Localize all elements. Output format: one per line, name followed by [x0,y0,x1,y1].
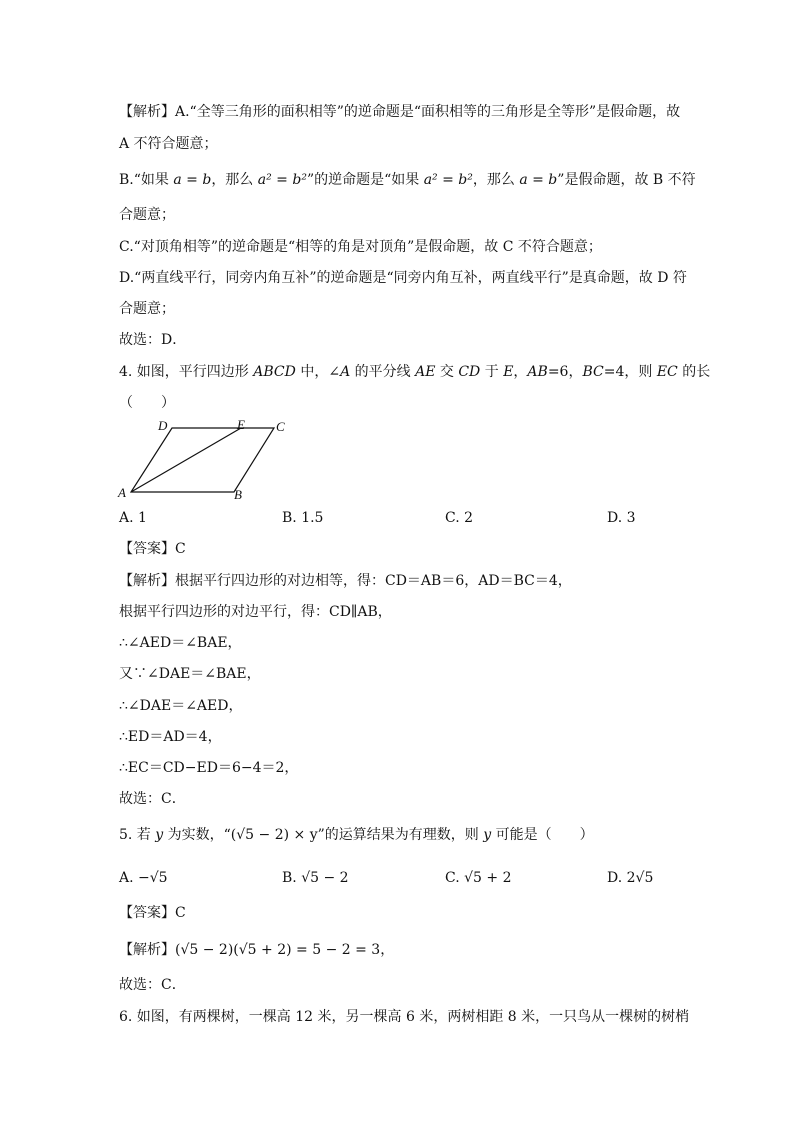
q4-option-b: B. 1.5 [282,510,324,526]
text: ”的运算结果为有理数，则 [317,827,484,843]
q5-analysis [119,940,394,960]
q4-option-d: D. 3 [607,510,636,526]
math-var: BC [582,364,604,380]
q4-analysis-7: ∴EC＝CD−ED＝6−4＝2， [119,760,299,776]
q4-option-a: A. 1 [119,510,147,526]
math-var: y [483,827,492,843]
q4-analysis-5: ∴∠DAE＝∠AED， [119,698,243,714]
q6-stem: 6. 如图，有两棵树，一棵高 12 米，另一棵高 6 米，两树相距 8 米，一只鸟从一棵树的树梢 [119,1009,690,1025]
text: ，那么 [211,172,258,188]
q4-stem [119,362,710,382]
math-expr: (√5 − 2)(√5 + 2) = 5 − 2 = 3 [175,942,381,958]
bisector-ae [131,428,241,492]
math-expr: (√5 − 2) × y [230,827,318,843]
label-e: E [237,417,245,432]
label-c: C [276,419,285,434]
text: =6， [547,364,583,380]
q5-option-b: B. √5 − 2 [282,870,349,886]
text: ， [380,942,395,958]
q3-analysis-line1: 【解析】A.“全等三角形的面积相等”的逆命题是“面积相等的三角形是全等形”是假命题，故 [119,104,681,120]
text: 可能是（ ） [491,827,594,843]
math-var: AB [527,364,548,380]
math-var: EC [656,364,678,380]
q4-analysis-3: ∴∠AED＝∠BAE， [119,635,242,651]
q5-option-c: C. √5 + 2 [445,870,512,886]
label-a: A [118,485,126,500]
math-expr: a² = b² [257,172,307,188]
math-var: AE [415,364,436,380]
math-expr: a = b [519,172,558,188]
math-var: y [155,827,164,843]
q3-analysis-line7: 合题意； [119,301,175,317]
q3-analysis-line5: C.“对顶角相等”的逆命题是“相等的角是对顶角”是假命题，故 C 不符合题意； [119,239,602,255]
text: 的平分线 [350,364,416,380]
math-expr: a² = b² [423,172,473,188]
text: 5. 若 [119,827,156,843]
q4-analysis-2: 根据平行四边形的对边平行，得：CD∥AB， [119,604,392,620]
text: 的长 [677,364,711,380]
q4-paren: （ ） [119,395,175,411]
text: 于 [480,364,504,380]
label-b: B [234,487,242,502]
q3-analysis-line4: 合题意； [119,207,175,223]
parallelogram-abcd [131,428,274,492]
q4-option-c: C. 2 [445,510,474,526]
q5-stem [119,825,594,845]
text: 为实数，“ [163,827,231,843]
q3-analysis-line2: A 不符合题意； [119,136,218,152]
text: ”是假命题，故 B 不符 [557,172,696,188]
text: 中，∠ [295,364,341,380]
q4-analysis-1: 【解析】根据平行四边形的对边相等，得：CD＝AB＝6，AD＝BC＝4， [119,573,572,589]
q4-analysis-4: 又∵∠DAE＝∠BAE， [119,666,261,682]
text: ”的逆命题是“如果 [306,172,424,188]
text: 【解析】 [119,942,175,958]
q4-analysis-8: 故选：C． [119,791,186,807]
q5-answer: 【答案】C [119,905,186,921]
q3-analysis-line6: D.“两直线平行，同旁内角互补”的逆命题是“同旁内角互补，两直线平行”是真命题，故 D 符 [119,270,687,286]
q5-option-d: D. 2√5 [607,870,654,886]
text: 交 [435,364,459,380]
parallelogram-figure [110,415,310,507]
q4-analysis-6: ∴ED＝AD＝4， [119,729,222,745]
label-d: D [158,418,168,433]
math-var: A [340,364,351,380]
text: 4. 如图，平行四边形 [119,364,254,380]
q5-option-a: A. −√5 [119,870,168,886]
math-var: ABCD [253,364,296,380]
q3-analysis-line8: 故选：D． [119,332,187,348]
math-expr: a = b [173,172,212,188]
math-var: CD [458,364,481,380]
math-var: E [503,364,514,380]
q4-answer: 【答案】C [119,541,186,557]
text: ，那么 [472,172,520,188]
text: ， [513,364,528,380]
q3-analysis-line3 [119,170,696,190]
q5-conclusion: 故选：C． [119,977,186,993]
text: B.“如果 [119,172,174,188]
text: =4，则 [603,364,657,380]
